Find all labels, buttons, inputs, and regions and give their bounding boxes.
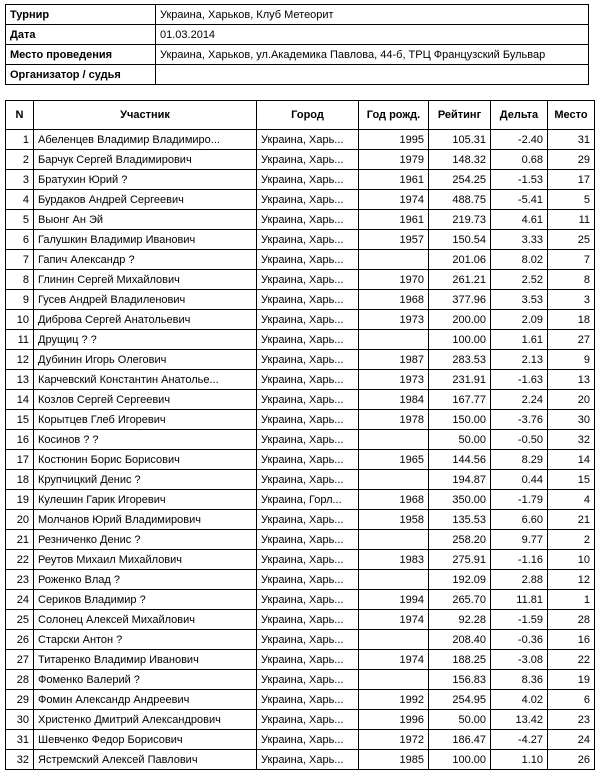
date-label: Дата [6, 25, 156, 45]
cell-birth-year: 1958 [359, 510, 429, 530]
cell-rating: 231.91 [429, 370, 491, 390]
cell-city: Украина, Харь... [257, 250, 359, 270]
cell-participant: Титаренко Владимир Иванович [34, 650, 257, 670]
cell-city: Украина, Харь... [257, 430, 359, 450]
cell-delta: 8.02 [491, 250, 548, 270]
cell-birth-year [359, 630, 429, 650]
cell-place: 16 [548, 630, 595, 650]
cell-delta: 11.81 [491, 590, 548, 610]
cell-place: 12 [548, 570, 595, 590]
cell-number: 18 [6, 470, 34, 490]
cell-participant: Кулешин Гарик Игоревич [34, 490, 257, 510]
table-row [6, 290, 595, 310]
cell-number: 11 [6, 330, 34, 350]
cell-city: Украина, Харь... [257, 630, 359, 650]
cell-delta: -1.79 [491, 490, 548, 510]
cell-birth-year: 1996 [359, 710, 429, 730]
cell-number: 25 [6, 610, 34, 630]
table-row [6, 490, 595, 510]
cell-city: Украина, Харь... [257, 450, 359, 470]
cell-participant: Резниченко Денис ? [34, 530, 257, 550]
table-row [6, 690, 595, 710]
cell-rating: 100.00 [429, 330, 491, 350]
cell-participant: Молчанов Юрий Владимирович [34, 510, 257, 530]
cell-city: Украина, Харь... [257, 290, 359, 310]
cell-city: Украина, Харь... [257, 350, 359, 370]
cell-delta: -1.59 [491, 610, 548, 630]
cell-birth-year: 1965 [359, 450, 429, 470]
cell-participant: Косинов ? ? [34, 430, 257, 450]
cell-city: Украина, Харь... [257, 410, 359, 430]
cell-birth-year: 1961 [359, 210, 429, 230]
cell-place: 22 [548, 650, 595, 670]
cell-place: 13 [548, 370, 595, 390]
cell-city: Украина, Харь... [257, 750, 359, 770]
cell-number: 28 [6, 670, 34, 690]
cell-city: Украина, Харь... [257, 670, 359, 690]
cell-number: 31 [6, 730, 34, 750]
header-delta: Дельта [491, 101, 548, 130]
cell-participant: Корытцев Глеб Игоревич [34, 410, 257, 430]
cell-number: 5 [6, 210, 34, 230]
cell-delta: -1.63 [491, 370, 548, 390]
cell-city: Украина, Харь... [257, 570, 359, 590]
cell-rating: 254.25 [429, 170, 491, 190]
cell-birth-year: 1978 [359, 410, 429, 430]
cell-number: 13 [6, 370, 34, 390]
table-row [6, 190, 595, 210]
table-row [6, 710, 595, 730]
cell-birth-year [359, 570, 429, 590]
cell-number: 1 [6, 130, 34, 150]
cell-rating: 50.00 [429, 430, 491, 450]
cell-delta: 8.36 [491, 670, 548, 690]
cell-city: Украина, Харь... [257, 310, 359, 330]
cell-delta: 9.77 [491, 530, 548, 550]
cell-birth-year: 1973 [359, 310, 429, 330]
cell-number: 16 [6, 430, 34, 450]
tournament-value: Украина, Харьков, Клуб Метеорит [156, 5, 589, 25]
venue-row [6, 45, 589, 65]
cell-rating: 377.96 [429, 290, 491, 310]
venue-label: Место проведения [6, 45, 156, 65]
cell-place: 3 [548, 290, 595, 310]
table-row [6, 590, 595, 610]
cell-delta: 3.33 [491, 230, 548, 250]
cell-delta: 2.24 [491, 390, 548, 410]
cell-place: 7 [548, 250, 595, 270]
cell-delta: 4.02 [491, 690, 548, 710]
cell-participant: Старски Антон ? [34, 630, 257, 650]
cell-place: 32 [548, 430, 595, 450]
cell-place: 19 [548, 670, 595, 690]
cell-delta: -0.50 [491, 430, 548, 450]
cell-participant: Ястремский Алексей Павлович [34, 750, 257, 770]
cell-participant: Друщиц ? ? [34, 330, 257, 350]
organizer-row [6, 65, 589, 85]
cell-rating: 275.91 [429, 550, 491, 570]
cell-participant: Сериков Владимир ? [34, 590, 257, 610]
cell-number: 6 [6, 230, 34, 250]
results-table [5, 100, 595, 770]
cell-number: 19 [6, 490, 34, 510]
cell-city: Украина, Харь... [257, 330, 359, 350]
cell-rating: 150.54 [429, 230, 491, 250]
cell-number: 26 [6, 630, 34, 650]
cell-rating: 188.25 [429, 650, 491, 670]
cell-birth-year: 1961 [359, 170, 429, 190]
table-row [6, 670, 595, 690]
cell-rating: 105.31 [429, 130, 491, 150]
table-row [6, 550, 595, 570]
cell-city: Украина, Харь... [257, 470, 359, 490]
table-row [6, 750, 595, 770]
cell-number: 32 [6, 750, 34, 770]
venue-value: Украина, Харьков, ул.Академика Павлова, 44-б, ТРЦ Французский Бульвар [156, 45, 589, 65]
cell-city: Украина, Харь... [257, 590, 359, 610]
cell-birth-year: 1987 [359, 350, 429, 370]
cell-birth-year [359, 670, 429, 690]
cell-rating: 192.09 [429, 570, 491, 590]
cell-participant: Реутов Михаил Михайлович [34, 550, 257, 570]
cell-place: 1 [548, 590, 595, 610]
cell-birth-year [359, 250, 429, 270]
table-row [6, 610, 595, 630]
table-row [6, 530, 595, 550]
table-row [6, 350, 595, 370]
cell-birth-year: 1994 [359, 590, 429, 610]
cell-rating: 194.87 [429, 470, 491, 490]
cell-number: 23 [6, 570, 34, 590]
cell-city: Украина, Горл... [257, 490, 359, 510]
cell-place: 18 [548, 310, 595, 330]
table-row [6, 410, 595, 430]
cell-delta: 2.13 [491, 350, 548, 370]
cell-number: 4 [6, 190, 34, 210]
cell-birth-year: 1970 [359, 270, 429, 290]
cell-number: 8 [6, 270, 34, 290]
cell-place: 26 [548, 750, 595, 770]
cell-participant: Шевченко Федор Борисович [34, 730, 257, 750]
organizer-label: Организатор / судья [6, 65, 156, 85]
table-row [6, 630, 595, 650]
cell-birth-year [359, 530, 429, 550]
cell-rating: 100.00 [429, 750, 491, 770]
table-row [6, 170, 595, 190]
cell-number: 20 [6, 510, 34, 530]
cell-rating: 150.00 [429, 410, 491, 430]
cell-participant: Глинин Сергей Михайлович [34, 270, 257, 290]
cell-city: Украина, Харь... [257, 550, 359, 570]
cell-rating: 186.47 [429, 730, 491, 750]
cell-participant: Диброва Сергей Анатольевич [34, 310, 257, 330]
cell-delta: 8.29 [491, 450, 548, 470]
cell-number: 10 [6, 310, 34, 330]
header-rating: Рейтинг [429, 101, 491, 130]
cell-delta: 1.61 [491, 330, 548, 350]
cell-number: 22 [6, 550, 34, 570]
cell-delta: 4.61 [491, 210, 548, 230]
date-value: 01.03.2014 [156, 25, 589, 45]
cell-rating: 167.77 [429, 390, 491, 410]
table-row [6, 130, 595, 150]
table-row [6, 330, 595, 350]
cell-number: 29 [6, 690, 34, 710]
table-row [6, 230, 595, 250]
cell-participant: Солонец Алексей Михайлович [34, 610, 257, 630]
cell-rating: 488.75 [429, 190, 491, 210]
cell-place: 23 [548, 710, 595, 730]
table-row [6, 370, 595, 390]
cell-birth-year: 1968 [359, 290, 429, 310]
cell-city: Украина, Харь... [257, 690, 359, 710]
table-row [6, 650, 595, 670]
cell-rating: 265.70 [429, 590, 491, 610]
cell-city: Украина, Харь... [257, 130, 359, 150]
header-place: Место [548, 101, 595, 130]
table-row [6, 470, 595, 490]
cell-city: Украина, Харь... [257, 710, 359, 730]
cell-delta: -0.36 [491, 630, 548, 650]
cell-participant: Фоменко Валерий ? [34, 670, 257, 690]
cell-birth-year: 1974 [359, 190, 429, 210]
cell-participant: Гапич Александр ? [34, 250, 257, 270]
cell-participant: Роженко Влад ? [34, 570, 257, 590]
cell-number: 12 [6, 350, 34, 370]
table-row [6, 570, 595, 590]
header-participant: Участник [34, 101, 257, 130]
cell-participant: Выонг Ан Эй [34, 210, 257, 230]
table-row [6, 390, 595, 410]
cell-participant: Козлов Сергей Сергеевич [34, 390, 257, 410]
cell-rating: 50.00 [429, 710, 491, 730]
cell-birth-year: 1973 [359, 370, 429, 390]
cell-delta: 0.68 [491, 150, 548, 170]
cell-birth-year: 1957 [359, 230, 429, 250]
cell-number: 2 [6, 150, 34, 170]
table-row [6, 270, 595, 290]
cell-place: 4 [548, 490, 595, 510]
cell-delta: -3.08 [491, 650, 548, 670]
cell-place: 28 [548, 610, 595, 630]
cell-delta: 2.88 [491, 570, 548, 590]
cell-place: 8 [548, 270, 595, 290]
cell-place: 30 [548, 410, 595, 430]
cell-birth-year [359, 430, 429, 450]
cell-participant: Галушкин Владимир Иванович [34, 230, 257, 250]
date-row [6, 25, 589, 45]
cell-place: 6 [548, 690, 595, 710]
cell-number: 15 [6, 410, 34, 430]
cell-number: 9 [6, 290, 34, 310]
cell-city: Украина, Харь... [257, 610, 359, 630]
cell-city: Украина, Харь... [257, 230, 359, 250]
table-row [6, 210, 595, 230]
cell-delta: -2.40 [491, 130, 548, 150]
cell-birth-year: 1968 [359, 490, 429, 510]
cell-participant: Бурдаков Андрей Сергеевич [34, 190, 257, 210]
cell-place: 14 [548, 450, 595, 470]
cell-birth-year: 1992 [359, 690, 429, 710]
cell-place: 27 [548, 330, 595, 350]
cell-place: 5 [548, 190, 595, 210]
cell-delta: 2.09 [491, 310, 548, 330]
table-row [6, 730, 595, 750]
cell-participant: Гусев Андрей Владиленович [34, 290, 257, 310]
cell-participant: Братухин Юрий ? [34, 170, 257, 190]
cell-delta: -1.53 [491, 170, 548, 190]
cell-birth-year: 1985 [359, 750, 429, 770]
header-birth-year: Год рожд. [359, 101, 429, 130]
cell-place: 29 [548, 150, 595, 170]
cell-city: Украина, Харь... [257, 650, 359, 670]
cell-number: 27 [6, 650, 34, 670]
cell-birth-year: 1983 [359, 550, 429, 570]
cell-participant: Дубинин Игорь Олегович [34, 350, 257, 370]
cell-delta: -4.27 [491, 730, 548, 750]
cell-participant: Барчук Сергей Владимирович [34, 150, 257, 170]
cell-birth-year [359, 470, 429, 490]
cell-birth-year: 1979 [359, 150, 429, 170]
cell-birth-year [359, 330, 429, 350]
cell-place: 31 [548, 130, 595, 150]
cell-city: Украина, Харь... [257, 190, 359, 210]
cell-place: 10 [548, 550, 595, 570]
cell-participant: Костюнин Борис Борисович [34, 450, 257, 470]
table-row [6, 430, 595, 450]
cell-place: 21 [548, 510, 595, 530]
cell-participant: Христенко Дмитрий Александрович [34, 710, 257, 730]
cell-city: Украина, Харь... [257, 170, 359, 190]
cell-number: 30 [6, 710, 34, 730]
cell-participant: Крупчицкий Денис ? [34, 470, 257, 490]
cell-city: Украина, Харь... [257, 150, 359, 170]
cell-city: Украина, Харь... [257, 270, 359, 290]
cell-delta: 6.60 [491, 510, 548, 530]
cell-city: Украина, Харь... [257, 510, 359, 530]
cell-place: 11 [548, 210, 595, 230]
cell-place: 15 [548, 470, 595, 490]
cell-delta: 1.10 [491, 750, 548, 770]
cell-city: Украина, Харь... [257, 730, 359, 750]
cell-birth-year: 1984 [359, 390, 429, 410]
cell-birth-year: 1995 [359, 130, 429, 150]
cell-number: 24 [6, 590, 34, 610]
cell-rating: 261.21 [429, 270, 491, 290]
cell-place: 2 [548, 530, 595, 550]
cell-rating: 219.73 [429, 210, 491, 230]
cell-participant: Карчевский Константин Анатолье... [34, 370, 257, 390]
cell-city: Украина, Харь... [257, 390, 359, 410]
cell-place: 20 [548, 390, 595, 410]
table-row [6, 250, 595, 270]
cell-city: Украина, Харь... [257, 370, 359, 390]
cell-rating: 135.53 [429, 510, 491, 530]
cell-delta: -5.41 [491, 190, 548, 210]
cell-birth-year: 1972 [359, 730, 429, 750]
cell-rating: 283.53 [429, 350, 491, 370]
cell-place: 9 [548, 350, 595, 370]
cell-rating: 258.20 [429, 530, 491, 550]
cell-delta: 2.52 [491, 270, 548, 290]
cell-rating: 144.56 [429, 450, 491, 470]
tournament-info-table [5, 4, 589, 85]
cell-delta: 0.44 [491, 470, 548, 490]
cell-participant: Фомин Александр Андреевич [34, 690, 257, 710]
cell-rating: 156.83 [429, 670, 491, 690]
cell-delta: 13.42 [491, 710, 548, 730]
cell-number: 21 [6, 530, 34, 550]
cell-rating: 201.06 [429, 250, 491, 270]
cell-number: 3 [6, 170, 34, 190]
cell-place: 25 [548, 230, 595, 250]
cell-place: 17 [548, 170, 595, 190]
cell-rating: 350.00 [429, 490, 491, 510]
cell-rating: 254.95 [429, 690, 491, 710]
cell-place: 24 [548, 730, 595, 750]
table-row [6, 510, 595, 530]
cell-birth-year: 1974 [359, 610, 429, 630]
header-city: Город [257, 101, 359, 130]
header-row [6, 101, 595, 130]
header-number: N [6, 101, 34, 130]
cell-rating: 148.32 [429, 150, 491, 170]
cell-number: 14 [6, 390, 34, 410]
cell-city: Украина, Харь... [257, 530, 359, 550]
cell-number: 17 [6, 450, 34, 470]
tournament-row [6, 5, 589, 25]
cell-delta: -3.76 [491, 410, 548, 430]
tournament-label: Турнир [6, 5, 156, 25]
cell-city: Украина, Харь... [257, 210, 359, 230]
cell-number: 7 [6, 250, 34, 270]
table-row [6, 150, 595, 170]
cell-rating: 92.28 [429, 610, 491, 630]
table-row [6, 310, 595, 330]
cell-delta: -1.16 [491, 550, 548, 570]
table-row [6, 450, 595, 470]
cell-birth-year: 1974 [359, 650, 429, 670]
cell-delta: 3.53 [491, 290, 548, 310]
cell-participant: Абеленцев Владимир Владимиро... [34, 130, 257, 150]
cell-rating: 208.40 [429, 630, 491, 650]
organizer-value [156, 65, 589, 85]
cell-rating: 200.00 [429, 310, 491, 330]
